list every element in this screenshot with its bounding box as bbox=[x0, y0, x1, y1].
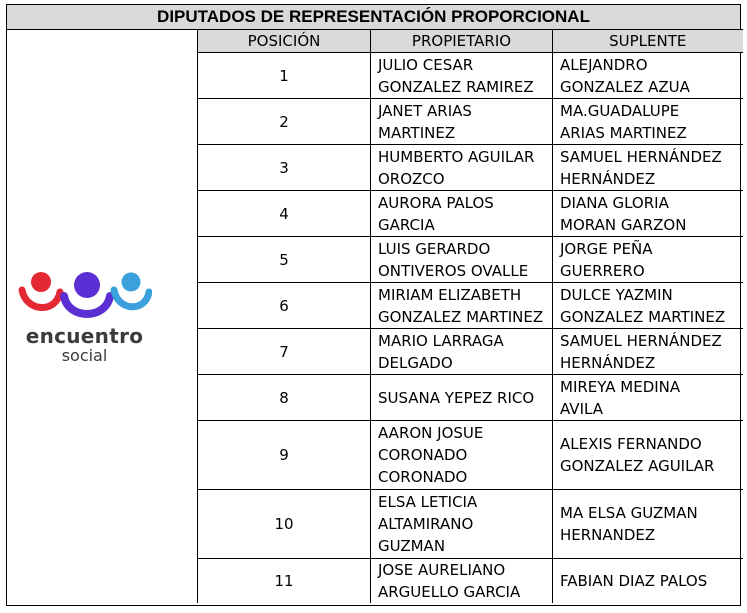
document-title: DIPUTADOS DE REPRESENTACIÓN PROPORCIONAL bbox=[7, 5, 740, 30]
owner-name-line: CORONADO bbox=[378, 446, 468, 464]
owner-cell bbox=[371, 237, 553, 283]
position-cell: 4 bbox=[198, 191, 371, 237]
owner-name-line: OROZCO bbox=[378, 169, 445, 188]
owner-cell bbox=[371, 283, 553, 329]
owner-name-line: MIRIAM ELIZABETH bbox=[378, 285, 522, 304]
substitute-cell bbox=[553, 145, 743, 191]
owner-name-line: DELGADO bbox=[378, 353, 453, 372]
owner-name-line: GONZALEZ MARTINEZ bbox=[378, 307, 544, 326]
owner-name-line: JULIO CESAR bbox=[378, 55, 474, 74]
table-row bbox=[198, 283, 743, 329]
owner-name-line: MARIO LARRAGA bbox=[378, 331, 504, 350]
owner-name-line: MARTINEZ bbox=[378, 123, 456, 142]
table-row bbox=[198, 53, 743, 99]
owner-name-line: ELSA LETICIA bbox=[378, 493, 478, 511]
substitute-name-line: MORAN GARZON bbox=[560, 215, 687, 234]
position-cell: 2 bbox=[198, 99, 371, 145]
position-cell: 10 bbox=[198, 490, 371, 559]
owner-name-line: GONZALEZ RAMIREZ bbox=[378, 77, 534, 96]
position-cell: 1 bbox=[198, 53, 371, 99]
substitute-name-line: GUERRERO bbox=[560, 261, 645, 280]
logo-text-sub: social bbox=[61, 345, 108, 365]
substitute-name-line: MA ELSA GUZMAN bbox=[560, 504, 698, 522]
owner-cell bbox=[371, 145, 553, 191]
substitute-name-line: HERNANDEZ bbox=[560, 526, 656, 544]
position-cell: 7 bbox=[198, 329, 371, 375]
owner-cell bbox=[371, 490, 553, 559]
substitute-cell bbox=[553, 237, 743, 283]
owner-name-line: HUMBERTO AGUILAR bbox=[378, 147, 535, 166]
substitute-cell bbox=[553, 191, 743, 237]
substitute-name-line: DIANA GLORIA bbox=[560, 193, 669, 212]
substitute-name-line: ALEXIS FERNANDO bbox=[560, 435, 702, 453]
substitute-cell bbox=[553, 375, 743, 421]
owner-name-line: AARON JOSUE bbox=[378, 424, 484, 442]
owner-name-line: GUZMAN bbox=[378, 537, 446, 555]
header-substitute: SUPLENTE bbox=[553, 30, 743, 53]
table-row bbox=[198, 99, 743, 145]
owner-name-line: GARCIA bbox=[378, 215, 435, 234]
table-row bbox=[198, 145, 743, 191]
party-logo bbox=[7, 29, 197, 605]
owner-cell bbox=[371, 191, 553, 237]
owner-name-line: SUSANA YEPEZ RICO bbox=[378, 388, 535, 407]
position-cell: 5 bbox=[198, 237, 371, 283]
substitute-cell bbox=[553, 283, 743, 329]
owner-name-line: ARGUELLO GARCIA bbox=[378, 583, 521, 601]
owner-name-line: ONTIVEROS OVALLE bbox=[378, 261, 529, 280]
substitute-name-line: MIREYA MEDINA bbox=[560, 377, 681, 396]
position-cell: 8 bbox=[198, 375, 371, 421]
document-body bbox=[7, 29, 740, 605]
table-row bbox=[198, 559, 743, 604]
substitute-cell bbox=[553, 421, 743, 490]
substitute-cell bbox=[553, 329, 743, 375]
owner-cell bbox=[371, 559, 553, 604]
table-row bbox=[198, 191, 743, 237]
owner-cell bbox=[371, 53, 553, 99]
substitute-name-line: HERNÁNDEZ bbox=[560, 353, 656, 372]
owner-name-line: LUIS GERARDO bbox=[378, 239, 491, 258]
owner-cell bbox=[371, 375, 553, 421]
substitute-name-line: ARIAS MARTINEZ bbox=[560, 123, 687, 142]
substitute-name-line: GONZALEZ AGUILAR bbox=[560, 457, 715, 475]
substitute-name-line: GONZALEZ AZUA bbox=[560, 77, 690, 96]
owner-name-line: AURORA PALOS bbox=[378, 193, 494, 212]
table-row bbox=[198, 490, 743, 559]
substitute-cell bbox=[553, 490, 743, 559]
substitute-name-line: SAMUEL HERNÁNDEZ bbox=[560, 331, 722, 350]
header-owner: PROPIETARIO bbox=[371, 30, 553, 53]
substitute-name-line: JORGE PEÑA bbox=[560, 239, 653, 258]
owner-name-line: CORONADO bbox=[378, 468, 468, 486]
candidate-list-document bbox=[6, 4, 741, 606]
position-cell: 3 bbox=[198, 145, 371, 191]
owner-name-line: ALTAMIRANO bbox=[378, 515, 474, 533]
owner-cell bbox=[371, 421, 553, 490]
substitute-name-line: ALEJANDRO bbox=[560, 55, 648, 74]
candidates-table bbox=[197, 29, 743, 603]
substitute-name-line: GONZALEZ MARTINEZ bbox=[560, 307, 726, 326]
substitute-cell bbox=[553, 53, 743, 99]
substitute-name-line: FABIAN DIAZ PALOS bbox=[560, 572, 708, 590]
substitute-cell bbox=[553, 99, 743, 145]
substitute-cell bbox=[553, 559, 743, 604]
substitute-name-line: HERNÁNDEZ bbox=[560, 169, 656, 188]
position-cell: 6 bbox=[198, 283, 371, 329]
owner-cell bbox=[371, 329, 553, 375]
table-row bbox=[198, 329, 743, 375]
substitute-name-line: MA.GUADALUPE bbox=[560, 101, 680, 120]
substitute-name-line: SAMUEL HERNÁNDEZ bbox=[560, 147, 722, 166]
table-row bbox=[198, 375, 743, 421]
header-position: POSICIÓN bbox=[198, 30, 371, 53]
owner-name-line: JANET ARIAS bbox=[378, 101, 472, 120]
table-row bbox=[198, 237, 743, 283]
position-cell: 11 bbox=[198, 559, 371, 604]
substitute-name-line: AVILA bbox=[560, 399, 603, 418]
logo-text-main: encuentro bbox=[25, 323, 144, 348]
party-logo-icon bbox=[18, 270, 152, 320]
position-cell: 9 bbox=[198, 421, 371, 490]
owner-cell bbox=[371, 99, 553, 145]
substitute-name-line: DULCE YAZMIN bbox=[560, 285, 673, 304]
owner-name-line: JOSE AURELIANO bbox=[378, 561, 506, 579]
table-row bbox=[198, 421, 743, 490]
